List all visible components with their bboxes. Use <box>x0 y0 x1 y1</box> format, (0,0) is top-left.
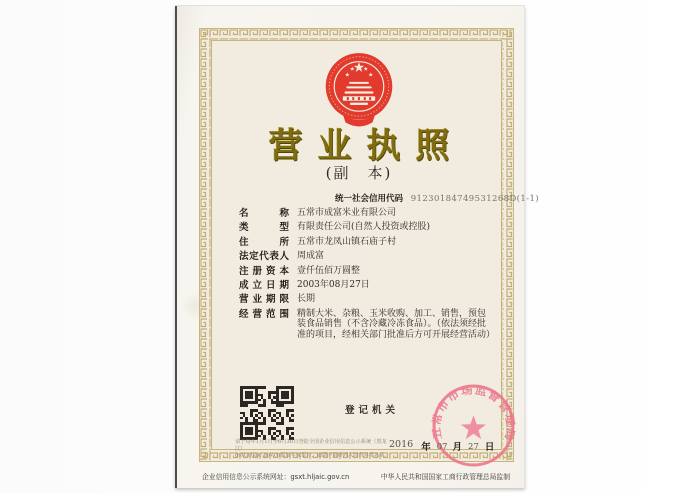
field-label: 名称 <box>239 208 289 219</box>
seal-star-icon <box>461 415 486 439</box>
notice-line-1: 请于每年1月1日至6月30日登陆全国企业信用信息公示系统（黑龙江） <box>235 438 387 452</box>
license-title: 营业执照 <box>268 126 465 166</box>
field-value: 长期 <box>297 294 316 305</box>
field-label: 法定代表人 <box>239 251 289 263</box>
date-year-unit: 年 <box>421 442 431 453</box>
field-label: 注册资本 <box>239 265 289 277</box>
license-subtitle: (副 本) <box>325 164 393 182</box>
credit-code-value: 91230184749531268D(1-1) <box>410 194 539 204</box>
credit-code-label: 统一社会信用代码 <box>335 194 404 204</box>
field-row-registered-capital <box>239 266 493 280</box>
field-label: 营业期限 <box>239 294 289 306</box>
seal-text: 五常市市场监督管理局 <box>430 383 517 442</box>
official-seal <box>430 382 517 469</box>
credit-code-row <box>335 192 539 204</box>
field-value: 壹仟伍佰万圆整 <box>297 265 361 276</box>
date-month: 07 <box>436 441 448 452</box>
footer-issuing-authority: 中华人民共和国国家工商行政管理总局监制 <box>380 473 510 481</box>
annual-report-notice <box>235 438 392 459</box>
field-row-business-scope <box>239 308 496 340</box>
field-row-business-term <box>239 294 493 308</box>
field-value: 五常市成富米业有限公司 <box>297 208 397 218</box>
footer-public-system-url: 企业信用信息公示系统网址：gsxt.hljaic.gov.cn <box>202 473 350 481</box>
field-label: 类型 <box>239 222 289 234</box>
field-value: 五常市龙凤山镇石庙子村 <box>297 236 397 247</box>
field-value: 周成富 <box>297 251 325 262</box>
field-row-type <box>239 222 493 236</box>
field-label: 住所 <box>239 236 289 248</box>
notice-line-2: gsxt.hljaic.gov.cn报送年度报告，逾期不报将列入经营异常名录。 <box>235 451 390 459</box>
field-row-establish-date <box>239 280 493 294</box>
field-value: 有限责任公司(自然人投资或控股) <box>297 222 431 233</box>
field-label: 成立日期 <box>239 279 289 291</box>
date-day: 27 <box>468 441 479 452</box>
issue-date <box>389 439 494 453</box>
date-day-unit: 日 <box>484 442 495 453</box>
field-row-legal-representative <box>239 251 493 265</box>
field-row-name <box>239 208 493 222</box>
registry-authority-label: 登记机关 <box>345 405 400 416</box>
date-year: 2016 <box>389 439 414 450</box>
qr-code <box>240 386 294 440</box>
field-value: 2003年08月27日 <box>297 279 370 290</box>
field-value: 精制大米、杂粮、玉米收购、加工、销售，预包装食品销售（不含冷藏冷冻食品）。（依法须经批准的项目，经相关部门批准后方可开展经营活动） <box>297 308 496 340</box>
field-row-address <box>239 237 493 251</box>
field-label: 经营范围 <box>239 308 289 320</box>
date-month-unit: 月 <box>452 442 463 453</box>
license-fields-table <box>239 208 496 340</box>
national-emblem-icon <box>323 52 395 128</box>
license-paper <box>175 6 539 488</box>
